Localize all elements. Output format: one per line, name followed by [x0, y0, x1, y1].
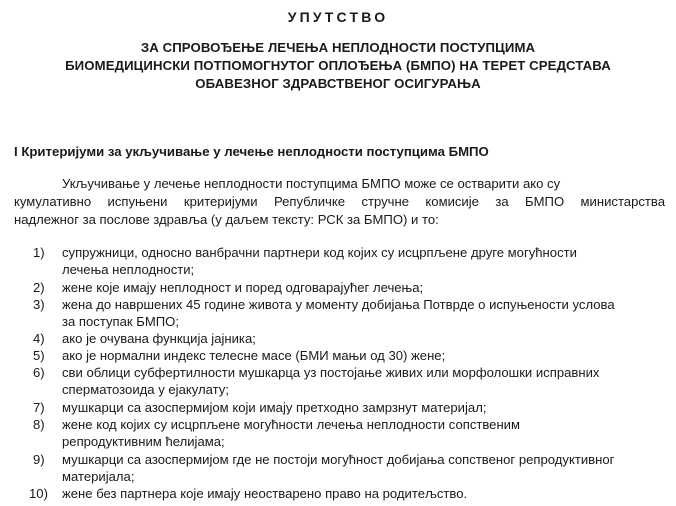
intro-line-3: надлежног за послове здравља (у даљем тексту: РСК за БМПО) и то:: [14, 212, 439, 227]
intro-line-1: Укључивање у лечење неплодности поступцима БМПО може се остварити ако су: [62, 176, 561, 191]
list-item-text: жене које имају неплодност и поред одговарајућег лечења;: [62, 280, 424, 295]
list-item-text: супружници, односно ванбрачни партнери код којих су исцрпљене друге могућности: [62, 245, 577, 260]
list-item-number: 8): [33, 417, 45, 432]
list-item-text: ако је очувана функција јајника;: [62, 331, 256, 346]
subtitle-line-3: ОБАВЕЗНОГ ЗДРАВСТВЕНОГ ОСИГУРАЊА: [195, 76, 481, 91]
list-item-number: 10): [29, 486, 48, 501]
document-title: УПУТСТВО: [287, 9, 389, 25]
list-item-text: ако је нормални индекс телесне масе (БМИ мањи од 30) жене;: [62, 348, 446, 363]
list-item-number: 3): [33, 297, 45, 312]
list-item-text: мушкарци са азоспермијом где не постоји могућност добијања сопственог репродуктивног: [62, 452, 615, 467]
list-item-text-continuation: лечења неплодности;: [62, 262, 195, 277]
list-item-text: жене код којих су исцрпљене могућности лечења неплодности сопственим: [62, 417, 520, 432]
list-item-text-continuation: материјала;: [62, 469, 135, 484]
list-item-number: 9): [33, 452, 45, 467]
list-item-text: сви облици субфертилности мушкарца уз постојање живих или морфолошки исправних: [62, 365, 600, 380]
list-item-text-continuation: сперматозоида у ејакулату;: [62, 382, 229, 397]
section-heading: I Критеријуми за укључивање у лечење неплодности поступцима БМПО: [14, 144, 489, 159]
list-item-number: 7): [33, 400, 45, 415]
list-item-text: мушкарци са азоспермијом који имају претходно замрзнут материјал;: [62, 400, 487, 415]
list-item-number: 2): [33, 280, 45, 295]
list-item-number: 6): [33, 365, 45, 380]
subtitle-line-2: БИОМЕДИЦИНСКИ ПОТПОМОГНУТОГ ОПЛОЂЕЊА (БМПО) НА ТЕРЕТ СРЕДСТАВА: [65, 58, 611, 73]
list-item-number: 4): [33, 331, 45, 346]
list-item-text: жена до навршених 45 године живота у моменту добијања Потврде о испуњености услова: [62, 297, 615, 312]
subtitle-line-1: ЗА СПРОВОЂЕЊЕ ЛЕЧЕЊА НЕПЛОДНОСТИ ПОСТУПЦИМА: [140, 40, 536, 55]
list-item-text: жене без партнера које имају неостварено право на родитељство.: [62, 486, 468, 501]
list-item-text-continuation: за поступак БМПО;: [62, 314, 180, 329]
list-item-text-continuation: репродуктивним ћелијама;: [62, 434, 225, 449]
list-item-number: 1): [33, 245, 45, 260]
list-item-number: 5): [33, 348, 45, 363]
intro-line-2: кумулативно испуњени критеријуми Републичке стручне комисије за БМПО министарства: [14, 194, 665, 209]
